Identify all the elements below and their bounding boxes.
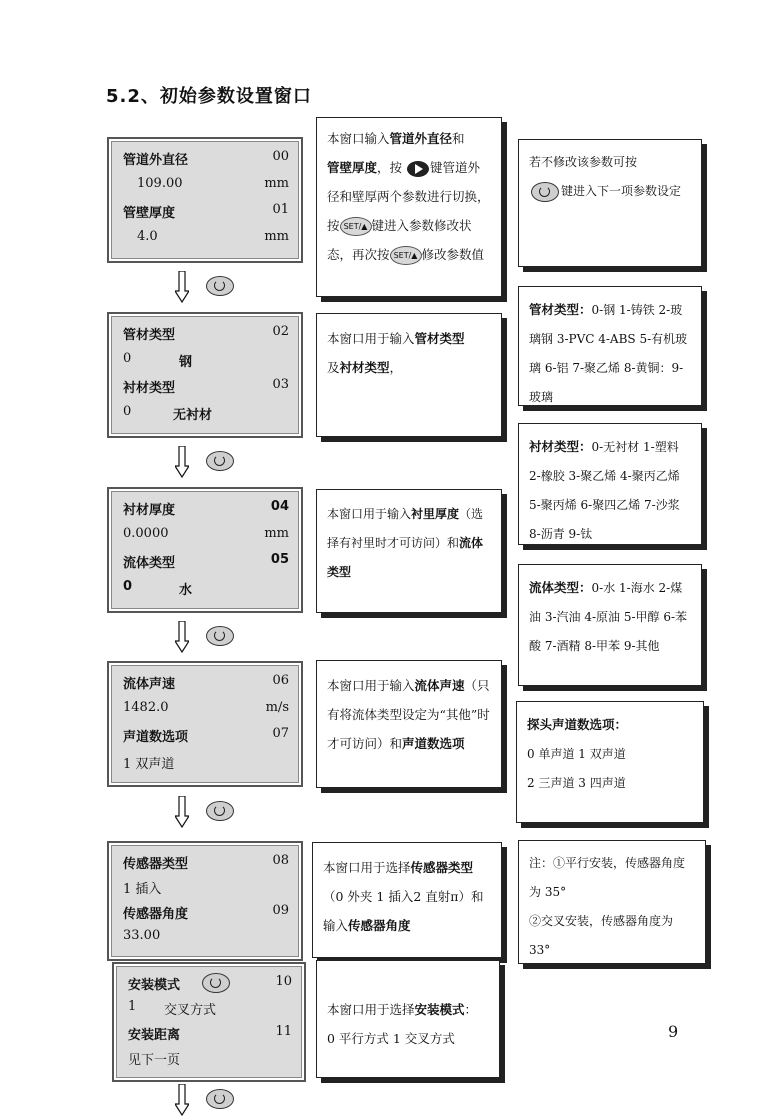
lcd-row bbox=[128, 999, 292, 1019]
next-key-icon bbox=[202, 973, 230, 993]
note-box-skip: 若不修改该参数可按 键进入下一项参数设定 bbox=[518, 139, 702, 267]
lcd-window-1 bbox=[107, 137, 303, 263]
lcd-row-label: 声道数选项 bbox=[123, 730, 189, 745]
lcd-row-label: 管道外直径 bbox=[123, 153, 189, 168]
lcd-row-label: 33.00 bbox=[123, 928, 161, 943]
lcd-row bbox=[123, 552, 289, 572]
note-box-channels: 探头声道数选项： 0 单声道 1 双声道 2 三声道 3 四声道 bbox=[516, 701, 704, 823]
lcd-row bbox=[123, 404, 289, 424]
right-key-icon bbox=[407, 161, 429, 177]
lcd-row-code: 00 bbox=[272, 149, 289, 164]
lcd-row-value: 无衬材 bbox=[173, 407, 213, 423]
lcd-row-label: 安装模式 bbox=[128, 978, 181, 993]
lcd-row bbox=[123, 700, 289, 720]
lcd-row bbox=[123, 903, 289, 923]
next-key-icon bbox=[206, 1089, 234, 1109]
description-box-2: 本窗口用于输入管材类型 及衬材类型， bbox=[316, 313, 502, 437]
lcd-window-5 bbox=[107, 841, 303, 961]
lcd-row-code: m/s bbox=[265, 699, 289, 715]
lcd-row-code: mm bbox=[264, 175, 289, 191]
lcd-window-2 bbox=[107, 312, 303, 438]
lcd-row bbox=[123, 229, 289, 249]
next-key-icon bbox=[531, 182, 559, 202]
lcd-row-value: 交叉方式 bbox=[164, 1003, 217, 1018]
lcd-row bbox=[123, 726, 289, 746]
note-box-sensor-angle: 注：①平行安装，传感器角度为 35° ②交叉安装，传感器角度为 33° bbox=[518, 840, 706, 964]
lcd-window-3 bbox=[107, 487, 303, 613]
lcd-row-code: 02 bbox=[272, 324, 289, 339]
lcd-row-label: 0.0000 bbox=[123, 525, 169, 541]
next-key-icon bbox=[206, 626, 234, 646]
page-number: 9 bbox=[668, 1022, 679, 1041]
lcd-row-label: 4.0 bbox=[137, 228, 158, 244]
lcd-row-label: 衬材类型 bbox=[123, 381, 176, 396]
lcd-row-label: 流体声速 bbox=[123, 677, 176, 692]
lcd-row bbox=[123, 149, 289, 169]
lcd-row-label: 1 双声道 bbox=[123, 756, 175, 772]
lcd-row-label: 管壁厚度 bbox=[123, 206, 176, 221]
next-key-icon bbox=[206, 276, 234, 296]
set-up-key-icon: SET/▲ bbox=[340, 217, 372, 236]
lcd-row bbox=[123, 499, 289, 519]
lcd-row-code: mm bbox=[264, 228, 289, 244]
lcd-row bbox=[123, 526, 289, 546]
description-box-1: 本窗口输入管道外直径和 管壁厚度，按 键管道外径和壁厚两个参数进行切换，按 SET/▲ 键进入参数修改状态，再次按 SET/▲ 修改参数值 bbox=[316, 117, 502, 297]
lcd-row bbox=[123, 853, 289, 873]
lcd-row-label: 1 插入 bbox=[123, 882, 162, 897]
next-key-icon bbox=[206, 451, 234, 471]
description-box-5: 本窗口用于选择传感器类型（0 外夹 1 插入2 直射π）和输入传感器角度 bbox=[312, 842, 502, 958]
note-box-fluid-type: 流体类型：0-水 1-海水 2-煤油 3-汽油 4-原油 5-甲醇 6-苯酸 7-酒精 8-甲苯 9-其他 bbox=[518, 564, 702, 686]
lcd-row-label: 衬材厚度 bbox=[123, 503, 176, 518]
down-arrow-icon bbox=[175, 271, 189, 303]
lcd-row bbox=[123, 351, 289, 371]
lcd-row-label: 见下一页 bbox=[128, 1053, 181, 1068]
lcd-row-code: 11 bbox=[275, 1024, 292, 1039]
lcd-row bbox=[128, 1049, 292, 1069]
lcd-window-4 bbox=[107, 661, 303, 787]
lcd-row-code: 01 bbox=[272, 202, 289, 217]
lcd-row bbox=[123, 579, 289, 599]
lcd-row-code: 07 bbox=[272, 726, 289, 741]
lcd-row-code: 05 bbox=[270, 552, 289, 567]
lcd-row-code: mm bbox=[264, 525, 289, 541]
description-box-3: 本窗口用于输入衬里厚度（选择有衬里时才可访问）和流体类型 bbox=[316, 489, 502, 613]
lcd-row-label: 1482.0 bbox=[123, 699, 169, 715]
lcd-row-code: 04 bbox=[270, 499, 289, 514]
lcd-row-label: 传感器类型 bbox=[123, 857, 189, 872]
lcd-row-value: 钢 bbox=[179, 354, 193, 370]
lcd-row-label: 0 bbox=[123, 403, 132, 419]
lcd-row-code: 08 bbox=[272, 853, 289, 868]
lcd-row-label: 0 bbox=[123, 350, 132, 366]
lcd-row-code: 10 bbox=[275, 974, 292, 989]
lcd-row bbox=[128, 1024, 292, 1044]
next-key-icon bbox=[206, 801, 234, 821]
lcd-row bbox=[123, 202, 289, 222]
note-box-pipe-material: 管材类型：0-钢 1-铸铁 2-玻璃钢 3-PVC 4-ABS 5-有机玻璃 6-铝 7-聚乙烯 8-黄铜：9-玻璃 bbox=[518, 286, 702, 406]
down-arrow-icon bbox=[175, 796, 189, 828]
lcd-row-label: 109.00 bbox=[137, 175, 183, 191]
lcd-row bbox=[123, 878, 289, 898]
lcd-row bbox=[123, 377, 289, 397]
lcd-row bbox=[123, 673, 289, 693]
lcd-row bbox=[123, 324, 289, 344]
down-arrow-icon bbox=[175, 1084, 189, 1116]
lcd-row bbox=[123, 753, 289, 773]
lcd-row-label: 1 bbox=[128, 999, 137, 1014]
set-up-key-icon: SET/▲ bbox=[390, 246, 422, 265]
description-box-6: 本窗口用于选择安装模式： 0 平行方式 1 交叉方式 bbox=[316, 960, 500, 1078]
lcd-row-label: 传感器角度 bbox=[123, 907, 189, 922]
down-arrow-icon bbox=[175, 621, 189, 653]
lcd-row-label: 管材类型 bbox=[123, 328, 176, 343]
lcd-row-label: 0 bbox=[123, 578, 133, 594]
lcd-row-code: 06 bbox=[272, 673, 289, 688]
lcd-row-code: 03 bbox=[272, 377, 289, 392]
lcd-row-value: 水 bbox=[179, 582, 193, 598]
lcd-row bbox=[123, 928, 289, 948]
lcd-row-label: 安装距离 bbox=[128, 1028, 181, 1043]
lcd-row bbox=[123, 176, 289, 196]
section-heading: 5.2、初始参数设置窗口 bbox=[106, 86, 312, 107]
note-box-lining-material: 衬材类型：0-无衬材 1-塑料 2-橡胶 3-聚乙烯 4-聚丙乙烯 5-聚丙烯 6-聚四乙烯 7-沙浆 8-沥青 9-钛 bbox=[518, 423, 702, 545]
lcd-row-code: 09 bbox=[272, 903, 289, 918]
lcd-row-label: 流体类型 bbox=[123, 556, 176, 571]
description-box-4: 本窗口用于输入流体声速（只有将流体类型设定为“其他”时才可访问）和声道数选项 bbox=[316, 660, 502, 788]
down-arrow-icon bbox=[175, 446, 189, 478]
